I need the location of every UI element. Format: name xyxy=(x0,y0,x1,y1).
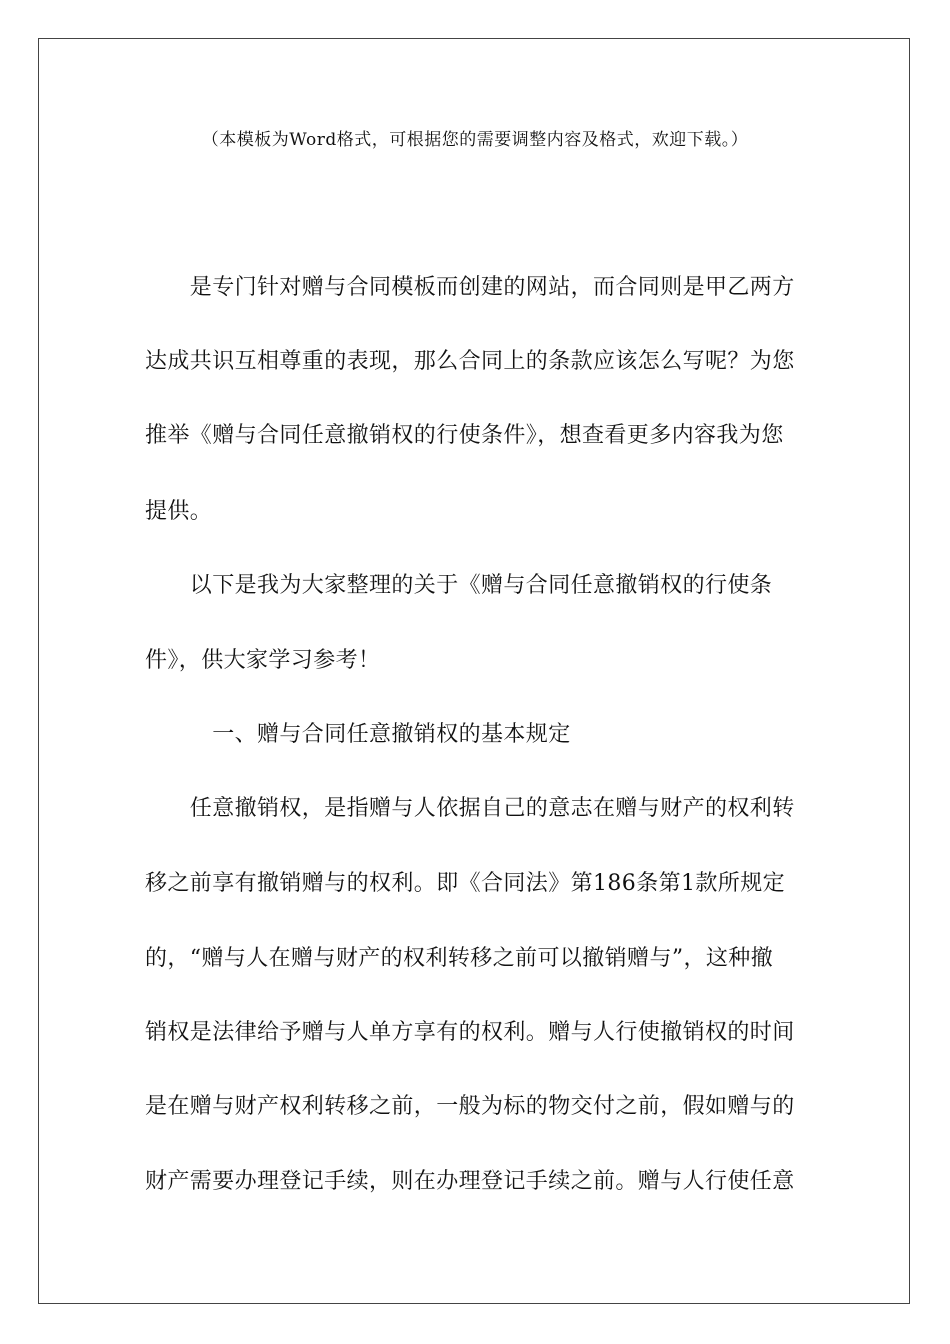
paragraph-1-line-3: 推举《赠与合同任意撤销权的行使条件》，想查看更多内容我为您 xyxy=(145,423,784,448)
paragraph-1-line-1: 是专门针对赠与合同模板而创建的网站，而合同则是甲乙两方 xyxy=(145,275,795,300)
template-note: （本模板为Word格式，可根据您的需要调整内容及格式，欢迎下载。） xyxy=(201,130,749,150)
paragraph-2-line-2: 件》，供大家学习参考！ xyxy=(145,648,381,673)
paragraph-3-line-5: 是在赠与财产权利转移之前，一般为标的物交付之前，假如赠与的 xyxy=(145,1094,795,1119)
paragraph-1-line-4: 提供。 xyxy=(145,499,213,524)
paragraph-3-line-2: 移之前享有撤销赠与的权利。即《合同法》第186条第1款所规定 xyxy=(145,871,785,896)
section-heading: 一、赠与合同任意撤销权的基本规定 xyxy=(145,722,571,747)
paragraph-3-line-3: 的，“赠与人在赠与财产的权利转移之前可以撤销赠与”，这种撤 xyxy=(145,946,774,971)
paragraph-2-line-1: 以下是我为大家整理的关于《赠与合同任意撤销权的行使条 xyxy=(145,573,773,598)
paragraph-3-line-1: 任意撤销权，是指赠与人依据自己的意志在赠与财产的权利转 xyxy=(145,796,795,821)
paragraph-3-line-4: 销权是法律给予赠与人单方享有的权利。赠与人行使撤销权的时间 xyxy=(145,1020,795,1045)
paragraph-3-line-6: 财产需要办理登记手续，则在办理登记手续之前。赠与人行使任意 xyxy=(145,1169,795,1194)
paragraph-1-line-2: 达成共识互相尊重的表现，那么合同上的条款应该怎么写呢？为您 xyxy=(145,349,795,374)
